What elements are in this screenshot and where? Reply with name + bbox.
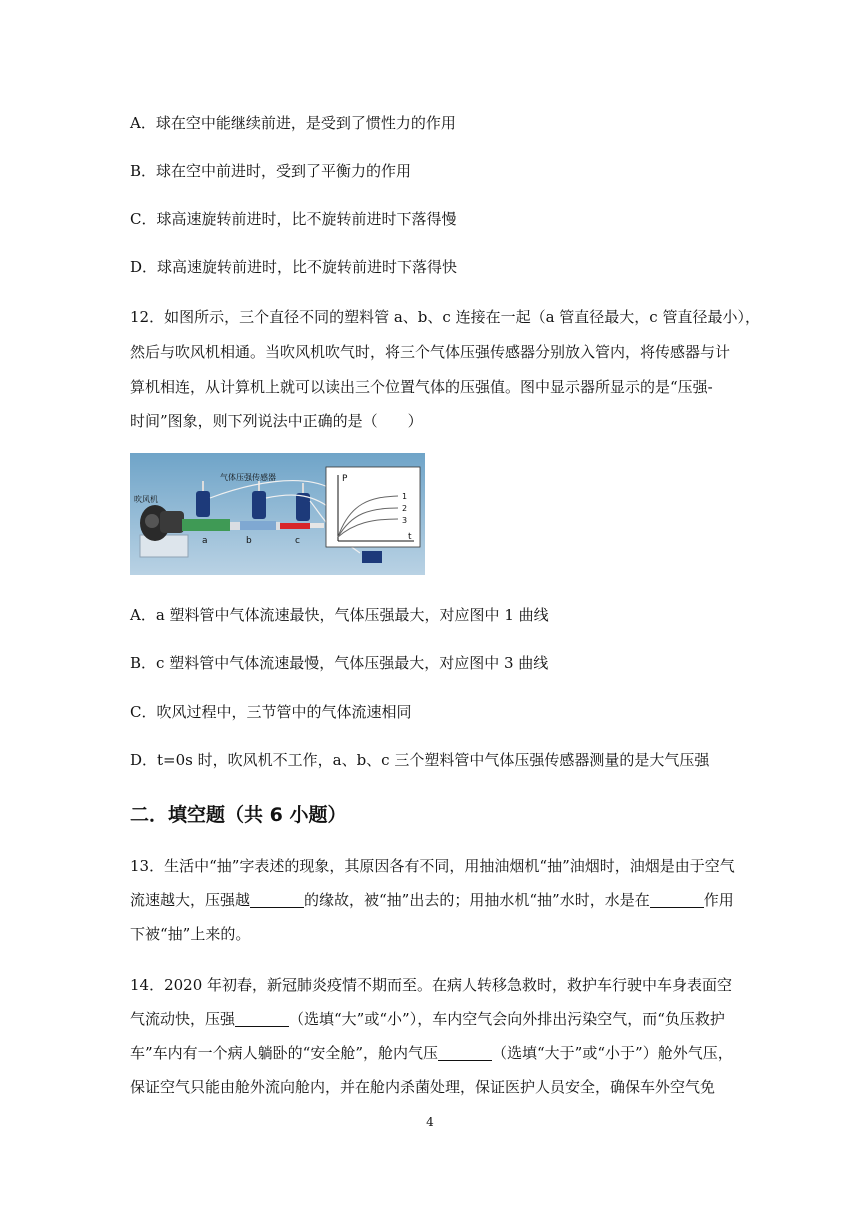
- q13-line-1: 13．生活中“抽”字表述的现象，其原因各有不同，用抽油烟机“抽”油烟时，油烟是由于空气: [130, 857, 735, 875]
- curve-label-1: 1: [402, 492, 408, 501]
- blower-label: 吹风机: [134, 495, 158, 504]
- q13-line-2: [130, 889, 734, 910]
- graph-y-label: P: [342, 474, 348, 484]
- q12-option-d: D．t=0s 时，吹风机不工作，a、b、c 三个塑料管中气体压强传感器测量的是大气压强: [130, 751, 710, 769]
- q12-option-b: B．c 塑料管中气体流速最慢，气体压强最大，对应图中 3 曲线: [130, 654, 549, 672]
- q14-text-part-1: 气流动快，压强: [130, 1010, 236, 1028]
- q13-text-part-2: 的缘故，被“抽”出去的；用抽水机“抽”水时，水是在: [304, 891, 650, 909]
- q14-text-part-3: 车”车内有一个病人躺卧的“安全舱”，舱内气压: [130, 1044, 439, 1062]
- q14-blank-2[interactable]: [438, 1045, 492, 1061]
- q13-text-part-1: 流速越大，压强越: [130, 891, 251, 909]
- q11-option-d: D．球高速旋转前进时，比不旋转前进时下落得快: [130, 258, 458, 276]
- data-logger-icon: [362, 551, 382, 563]
- section-heading: 二．填空题（共 6 小题）: [130, 804, 347, 826]
- curve-label-2: 2: [402, 504, 408, 513]
- q13-line-3: 下被“抽”上来的。: [130, 925, 251, 943]
- sensor-label: 气体压强传感器: [220, 473, 276, 482]
- q14-text-part-4: （选填“大于”或“小于”）舱外气压，: [492, 1044, 733, 1062]
- q12-figure: [130, 453, 425, 575]
- q11-option-c: C．球高速旋转前进时，比不旋转前进时下落得慢: [130, 210, 457, 228]
- tube-b: [240, 521, 276, 530]
- q12-stem-line-2: 然后与吹风机相通。当吹风机吹气时，将三个气体压强传感器分别放入管内，将传感器与计: [130, 343, 731, 361]
- tube-label-b: b: [246, 536, 252, 546]
- tube-label-a: a: [202, 536, 208, 546]
- q13-blank-2[interactable]: [650, 892, 704, 908]
- q14-line-3: [130, 1042, 733, 1063]
- tube-end: [310, 523, 324, 528]
- q12-stem-line-4: 时间”图象，则下列说法中正确的是（ ）: [130, 412, 423, 430]
- q11-option-a: A．球在空中能继续前进，是受到了惯性力的作用: [130, 114, 456, 132]
- tube-a: [182, 519, 230, 531]
- q12-option-a: A．a 塑料管中气体流速最快，气体压强最大，对应图中 1 曲线: [130, 606, 549, 624]
- q11-option-b: B．球在空中前进时，受到了平衡力的作用: [130, 162, 412, 180]
- q14-line-1: 14．2020 年初春，新冠肺炎疫情不期而至。在病人转移急救时，救护车行驶中车身表面空: [130, 976, 733, 994]
- q14-text-part-2: （选填“大”或“小”），车内空气会向外排出污染空气，而“负压救护: [289, 1010, 725, 1028]
- q14-blank-1[interactable]: [235, 1011, 289, 1027]
- curve-label-3: 3: [402, 516, 408, 525]
- q12-option-c: C．吹风过程中，三节管中的气体流速相同: [130, 703, 412, 721]
- q13-text-part-3: 作用: [703, 891, 734, 909]
- q14-line-4: 保证空气只能由舱外流向舱内，并在舱内杀菌处理，保证医护人员安全，确保车外空气免: [130, 1078, 716, 1096]
- q12-stem-line-1: 12．如图所示，三个直径不同的塑料管 a、b、c 连接在一起（a 管直径最大，c 管直径最小），: [130, 308, 760, 326]
- graph-x-label: t: [408, 532, 412, 542]
- tube-label-c: c: [295, 536, 300, 546]
- q13-blank-1[interactable]: [250, 892, 304, 908]
- q14-line-2: [130, 1008, 725, 1029]
- tube-c: [280, 523, 310, 529]
- page-number: 4: [426, 1115, 434, 1129]
- q12-stem-line-3: 算机相连，从计算机上就可以读出三个位置气体的压强值。图中显示器所显示的是“压强-: [130, 378, 713, 396]
